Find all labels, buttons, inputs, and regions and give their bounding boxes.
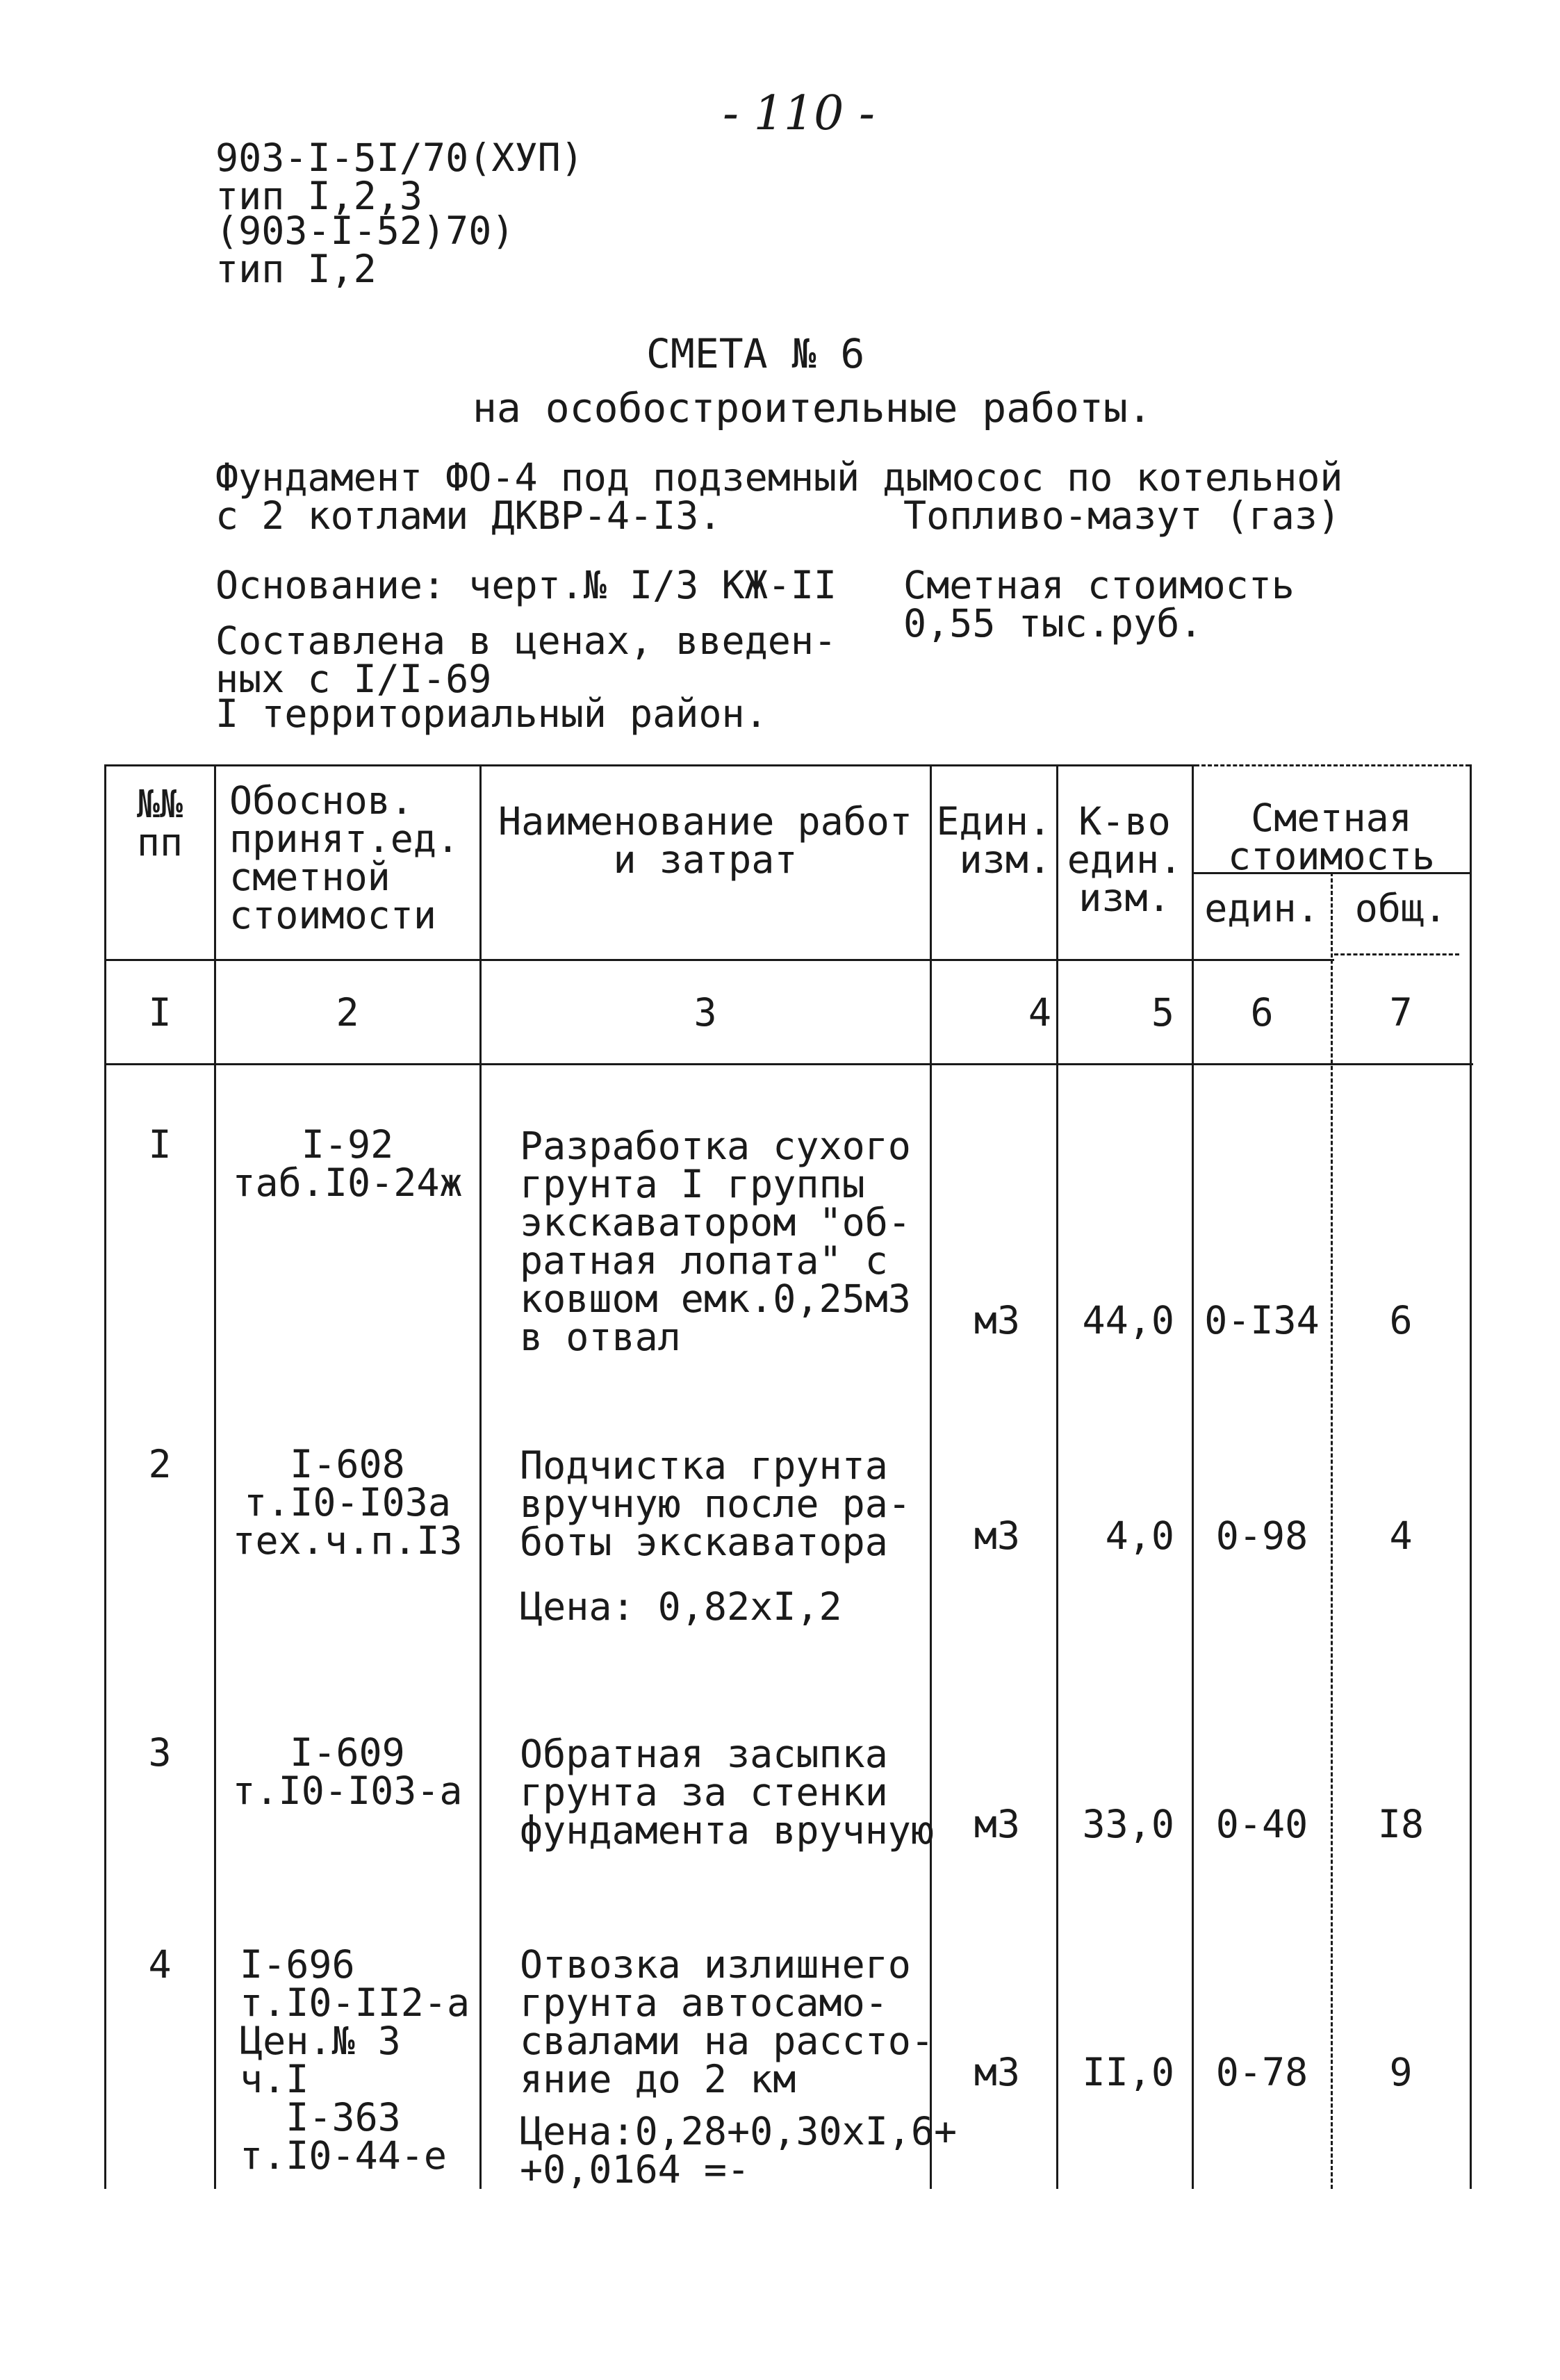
row-qty: 4,0 <box>1105 1513 1174 1558</box>
row-basis: I-696 т.I0-II2-а Цен.№ 3 ч.I I-363 т.I0-44-е <box>240 1942 470 2178</box>
row-qty: 44,0 <box>1082 1298 1174 1343</box>
col-number-7: 7 <box>1389 990 1413 1035</box>
row-num: I <box>148 1122 172 1167</box>
header-basis: Обоснов. принят.ед. сметной стоимости <box>229 778 460 937</box>
column-numbers-bottom-line <box>104 1063 1473 1065</box>
row-basis: I-608 т.I0-I03а тех.ч.п.I3 <box>232 1442 463 1563</box>
row-total: 4 <box>1389 1513 1413 1558</box>
col-line-2 <box>479 764 482 2189</box>
fuel-type: Топливо-мазут (газ) <box>903 493 1341 538</box>
col-number-6: 6 <box>1250 990 1274 1035</box>
document-title: СМЕТА № 6 <box>646 330 865 377</box>
row-price: 0-I34 <box>1204 1298 1320 1343</box>
col-number-3: 3 <box>693 990 717 1035</box>
table-top-border-dashed <box>1195 764 1470 766</box>
col-number-4: 4 <box>1028 990 1051 1035</box>
page-number: - 110 - <box>723 86 875 141</box>
object-description-2: с 2 котлами ДКВР-4-I3. <box>215 493 722 538</box>
row-name: Подчистка грунта вручную после ра- боты экскаватора <box>520 1443 911 1564</box>
row-total: 6 <box>1389 1298 1413 1343</box>
header-bottom-line-dashed <box>1334 953 1459 955</box>
row-qty: II,0 <box>1082 2050 1174 2094</box>
col-line-7 <box>1470 764 1472 2189</box>
col-number-1: I <box>148 990 172 1035</box>
row-name: Отвозка излишнего грунта автосамо- свалами на рассто- яние до 2 км <box>520 1942 935 2101</box>
header-cost-total: общ. <box>1354 886 1447 930</box>
header-name: Наименование работ и затрат <box>498 799 913 882</box>
header-num: №№ пп <box>136 782 183 864</box>
header-cost-unit: един. <box>1204 886 1320 930</box>
row-name: Обратная засыпка грунта за стенки фундамента вручную <box>520 1732 935 1853</box>
header-unit: Един. изм. <box>936 799 1051 882</box>
table-top-border <box>104 764 1195 766</box>
row-unit: м3 <box>974 1513 1020 1558</box>
doc-code-2: тип I,2,3 <box>215 174 423 218</box>
document-subtitle: на особостроительные работы. <box>473 384 1152 432</box>
cost-value: 0,55 тыс.руб. <box>903 601 1203 646</box>
header-cost: Сметная стоимость <box>1227 796 1435 878</box>
region-line: I территориальный район. <box>215 691 768 736</box>
row-num: 4 <box>148 1942 172 1987</box>
cost-label: Сметная стоимость <box>903 563 1295 607</box>
row-unit: м3 <box>974 1802 1020 1846</box>
basis-line: Основание: черт.№ I/3 КЖ-II <box>215 563 837 607</box>
row-unit: м3 <box>974 1298 1020 1343</box>
row-num: 3 <box>148 1730 172 1775</box>
header-bottom-line <box>104 959 1334 961</box>
row-basis: I-92 таб.I0-24ж <box>232 1122 463 1205</box>
col-line-4 <box>1056 764 1058 2189</box>
row-price-formula: Цена:0,28+0,30хI,6+ +0,0164 =- <box>520 2109 958 2192</box>
doc-code-3: (903-I-52)70) <box>215 208 515 253</box>
row-total: 9 <box>1389 2050 1413 2094</box>
row-price-formula: Цена: 0,82хI,2 <box>520 1584 842 1629</box>
header-qty: К-во един. изм. <box>1067 799 1183 920</box>
col-line-5 <box>1192 764 1194 2189</box>
row-price: 0-78 <box>1215 2050 1308 2094</box>
object-description-1: Фундамент ФО-4 под подземный дымосос по котельной <box>215 455 1343 500</box>
prices-line-1: Составлена в ценах, введен- <box>215 618 837 663</box>
row-qty: 33,0 <box>1082 1802 1174 1846</box>
row-total: I8 <box>1377 1802 1424 1846</box>
row-basis: I-609 т.I0-I03-а <box>232 1730 463 1813</box>
row-num: 2 <box>148 1442 172 1486</box>
doc-code-4: тип I,2 <box>215 247 377 291</box>
prices-line-2: ных с I/I-69 <box>215 657 492 701</box>
row-unit: м3 <box>974 2050 1020 2094</box>
col-number-5: 5 <box>1151 990 1174 1035</box>
doc-code-1: 903-I-5I/70(ХУП) <box>215 136 584 180</box>
row-price: 0-98 <box>1215 1513 1308 1558</box>
row-price: 0-40 <box>1215 1802 1308 1846</box>
row-name: Разработка сухого грунта I группы экскаватором "об- ратная лопата" с ковшом емк.0,25м3 в отвал <box>520 1124 911 1359</box>
col-number-2: 2 <box>336 990 359 1035</box>
